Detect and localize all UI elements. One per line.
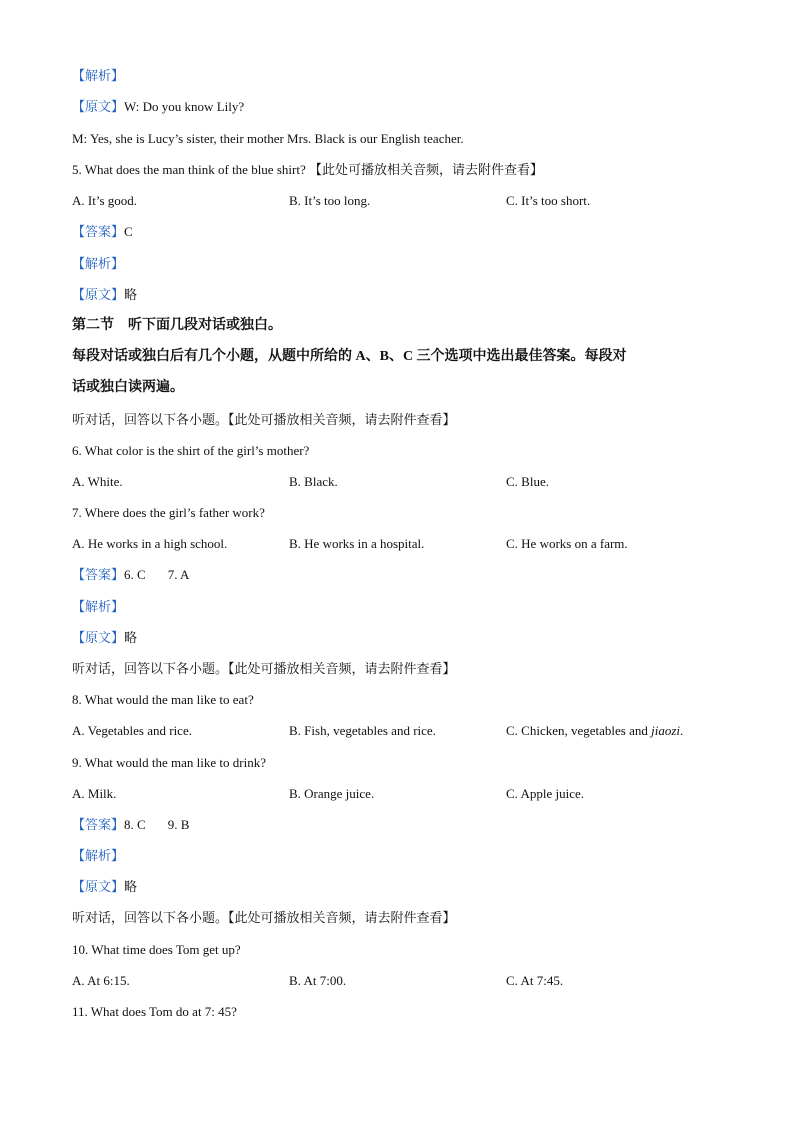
question-8: 8. What would the man like to eat? xyxy=(72,692,254,707)
answer-line xyxy=(72,816,189,834)
original-line xyxy=(72,629,137,647)
question-9: 9. What would the man like to drink? xyxy=(72,755,266,770)
analysis-label: 【解析】 xyxy=(72,848,125,863)
q10-option-a: A. At 6:15. xyxy=(72,973,130,988)
listen-prompt: 听对话，回答以下各小题。【此处可播放相关音频，请去附件查看】 xyxy=(72,910,456,925)
original-brief: 略 xyxy=(124,287,138,302)
section-desc-2: 话或独白读两遍。 xyxy=(72,380,184,395)
question-11: 11. What does Tom do at 7: 45? xyxy=(72,1004,237,1019)
q8-option-c-suffix: . xyxy=(680,723,684,738)
q5-option-a: A. It’s good. xyxy=(72,193,137,208)
q7-option-c: C. He works on a farm. xyxy=(506,536,628,551)
q7-option-a: A. He works in a high school. xyxy=(72,536,228,551)
original-text: W: Do you know Lily? xyxy=(124,99,245,114)
dialogue-line: M: Yes, she is Lucy’s sister, their mother Mrs. Black is our English teacher. xyxy=(72,131,464,146)
answer-line xyxy=(72,223,133,241)
q8-option-a: A. Vegetables and rice. xyxy=(72,723,192,738)
q10-option-b: B. At 7:00. xyxy=(289,973,347,988)
question-7: 7. Where does the girl’s father work? xyxy=(72,505,265,520)
q9-option-a: A. Milk. xyxy=(72,786,117,801)
analysis-label: 【解析】 xyxy=(72,256,125,271)
q5-option-b: B. It’s too long. xyxy=(289,193,371,208)
q6-option-c: C. Blue. xyxy=(506,474,549,489)
analysis-label: 【解析】 xyxy=(72,68,125,83)
original-tag: 【原文】 xyxy=(72,879,125,894)
q10-option-c: C. At 7:45. xyxy=(506,973,564,988)
section-desc-1: 每段对话或独白后有几个小题，从题中所给的 A、B、C 三个选项中选出最佳答案。每段对 xyxy=(72,349,627,364)
answer-tag: 【答案】 xyxy=(72,567,125,582)
question-6: 6. What color is the shirt of the girl’s mother? xyxy=(72,443,310,458)
question-5: 5. What does the man think of the blue shirt? 【此处可播放相关音频，请去附件查看】 xyxy=(72,162,543,177)
original-line xyxy=(72,98,244,116)
section-title: 第二节 听下面几段对话或独白。 xyxy=(72,318,282,333)
original-brief: 略 xyxy=(124,630,138,645)
q9-option-b: B. Orange juice. xyxy=(289,786,375,801)
answer-value: 7. A xyxy=(167,567,190,582)
q7-option-b: B. He works in a hospital. xyxy=(289,536,425,551)
q8-option-c-text: C. Chicken, vegetables and xyxy=(506,723,652,738)
original-line xyxy=(72,286,137,304)
answer-value: 6. C xyxy=(124,567,146,582)
answer-value: 8. C xyxy=(124,817,146,832)
answer-tag: 【答案】 xyxy=(72,817,125,832)
original-tag: 【原文】 xyxy=(72,99,125,114)
q6-option-a: A. White. xyxy=(72,474,123,489)
question-10: 10. What time does Tom get up? xyxy=(72,942,241,957)
q5-option-c: C. It’s too short. xyxy=(506,193,591,208)
q8-option-b: B. Fish, vegetables and rice. xyxy=(289,723,436,738)
answer-line xyxy=(72,566,189,584)
answer-value: C xyxy=(124,224,133,239)
original-brief: 略 xyxy=(124,879,138,894)
original-tag: 【原文】 xyxy=(72,630,125,645)
q8-option-c xyxy=(506,722,683,740)
q8-option-c-italic: jiaozi xyxy=(651,723,681,738)
listen-prompt: 听对话，回答以下各小题。【此处可播放相关音频，请去附件查看】 xyxy=(72,412,456,427)
original-tag: 【原文】 xyxy=(72,287,125,302)
analysis-label: 【解析】 xyxy=(72,599,125,614)
q9-option-c: C. Apple juice. xyxy=(506,786,584,801)
listen-prompt: 听对话，回答以下各小题。【此处可播放相关音频，请去附件查看】 xyxy=(72,661,456,676)
original-line xyxy=(72,878,137,896)
answer-value: 9. B xyxy=(167,817,190,832)
answer-tag: 【答案】 xyxy=(72,224,125,239)
q6-option-b: B. Black. xyxy=(289,474,338,489)
